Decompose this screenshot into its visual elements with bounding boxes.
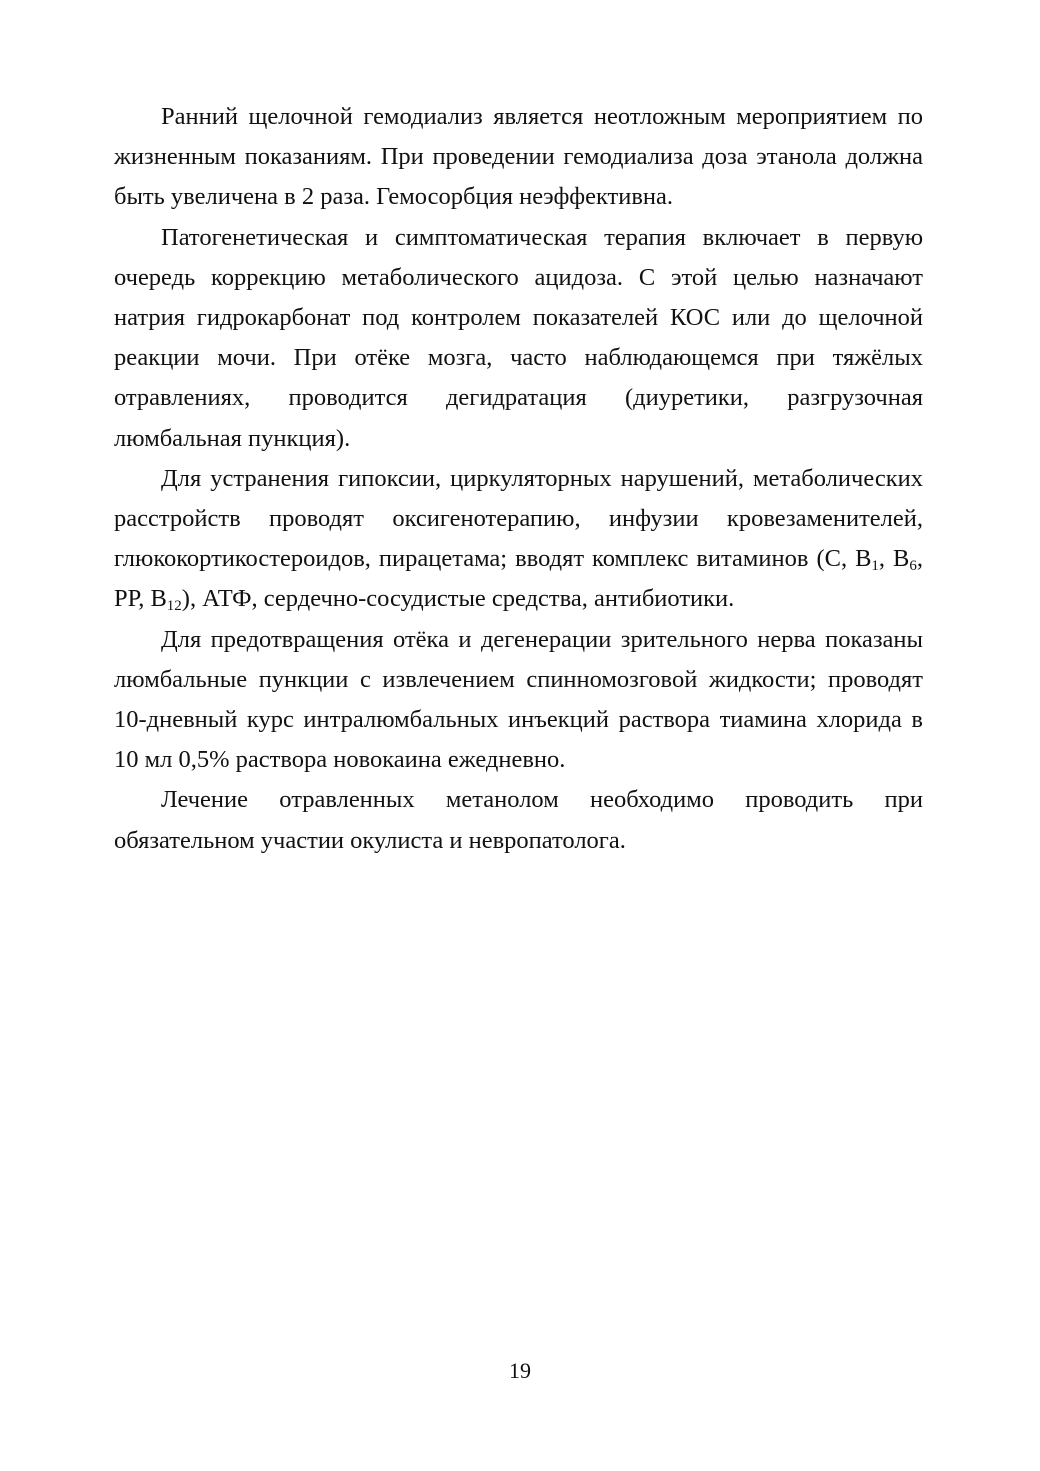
paragraph-text-mid2: , РР, В: [114, 545, 923, 613]
paragraph-pathogenetic-therapy: Патогенетическая и симптоматическая терапия включает в первую очередь коррекцию метаболического ацидоза. С этой целью назначают натрия гидрокарбонат под контролем показателей КОС или до щелочной реакции мочи. При отёке мозга, часто наблюдающемся при тяжёлых отравлениях, проводится дегидратация (диуретики, разгрузочная люмбальная пункция).: [114, 223, 923, 452]
page-body: [114, 97, 923, 861]
paragraph-hypoxia-treatment: [114, 459, 923, 620]
subscript-b1: 1: [871, 558, 879, 575]
subscript-b12: 12: [166, 598, 182, 615]
paragraph-text-mid1: , В: [878, 545, 910, 573]
paragraph-text-end: ), АТФ, сердечно-сосудистые средства, антибиотики.: [181, 585, 735, 613]
page-number: 19: [509, 1358, 531, 1383]
paragraph-optic-nerve: Для предотвращения отёка и дегенерации зрительного нерва показаны люмбальные пункции с извлечением спинномозговой жидкости; проводят 10-дневный курс интралюмбальных инъекций раствора тиамина хлорида в 10 мл 0,5% раствора новокаина ежедневно.: [114, 625, 923, 774]
paragraph-text-start: Для устранения гипоксии, циркуляторных нарушений, метаболических расстройств проводят оксигенотерапию, инфузии кровезаменителей, глюкокортикостероидов, пирацетама; вводят комплекс витаминов (С, В: [114, 464, 923, 573]
paragraph-hemodialysis: Ранний щелочной гемодиализ является неотложным мероприятием по жизненным показаниям. При проведении гемодиализа доза этанола должна быть увеличена в 2 раза. Гемосорбция неэффективна.: [114, 103, 923, 211]
paragraph-specialists: Лечение отравленных метанолом необходимо проводить при обязательном участии окулиста и невропатолога.: [114, 786, 923, 854]
subscript-b6: 6: [909, 558, 917, 575]
